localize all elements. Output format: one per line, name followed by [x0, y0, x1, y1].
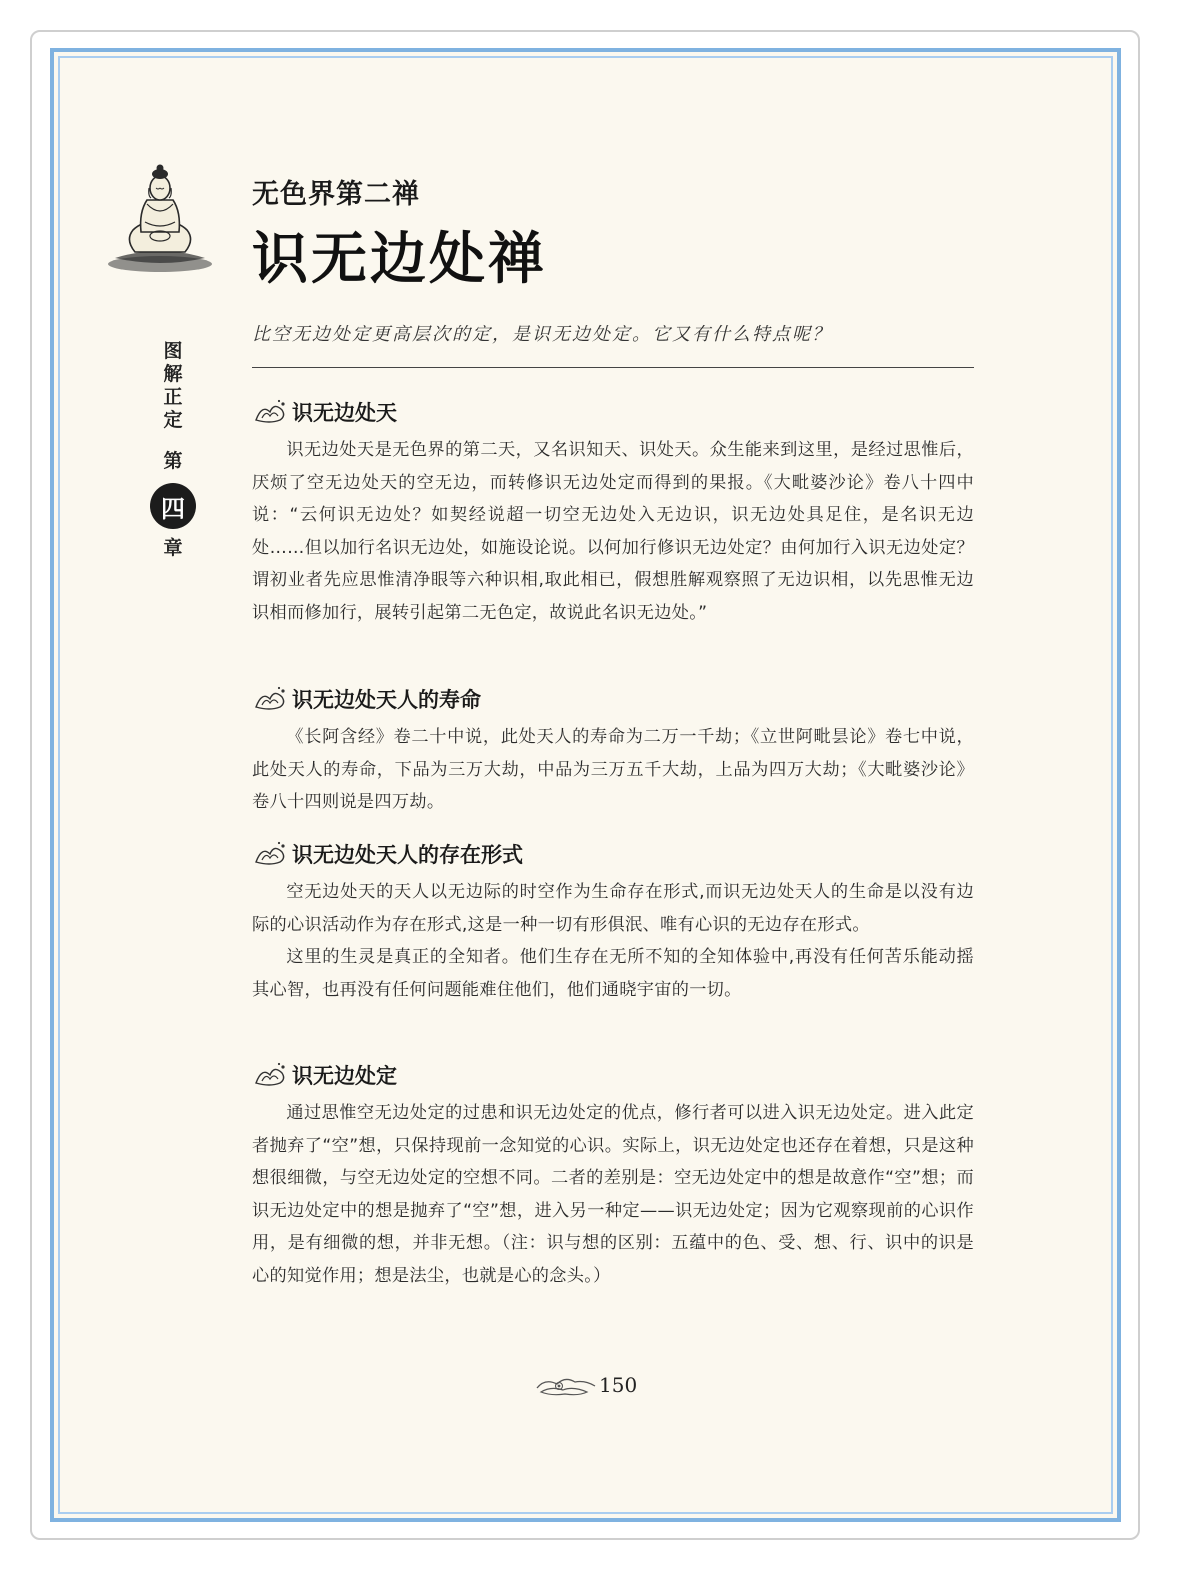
section-block — [252, 683, 974, 819]
page-number-text: 150 — [599, 1373, 638, 1397]
chapter-prefix: 第 — [163, 450, 183, 472]
section-heading — [252, 1059, 974, 1091]
section-paragraph: 这里的生灵是真正的全知者。他们生存在无所不知的全知体验中,再没有任何苦乐能动摇其心智，也再没有任何问题能难住他们，他们通晓宇宙的一切。 — [252, 947, 974, 1000]
section-heading — [252, 838, 974, 870]
side-label-char: 定 — [163, 409, 183, 431]
lotus-icon — [252, 398, 288, 426]
section-paragraph: 《长阿含经》卷二十中说，此处天人的寿命为二万一千劫；《立世阿毗昙论》卷七中说，此处天人的寿命，下品为三万大劫，中品为三万五千大劫，上品为四万大劫；《大毗婆沙论》卷八十四则说是四万劫。 — [252, 727, 974, 813]
section-heading — [252, 683, 974, 715]
page-title: 识无边处禅 — [252, 226, 547, 292]
page-number — [535, 1372, 637, 1398]
title-divider — [252, 367, 974, 368]
section-heading-text: 识无边处天人的寿命 — [292, 687, 481, 712]
lotus-icon — [252, 840, 288, 868]
chapter-suffix: 章 — [163, 537, 183, 559]
section-heading-text: 识无边处天 — [292, 400, 397, 425]
side-label-char: 图 — [163, 340, 183, 362]
section-block — [252, 838, 974, 1006]
chapter-side-label — [150, 340, 196, 560]
lotus-icon — [252, 1061, 288, 1089]
side-label-char: 解 — [163, 363, 183, 385]
section-paragraph: 空无边处天的天人以无边际的时空作为生命存在形式,而识无边处天人的生命是以没有边际的心识活动作为存在形式,这是一种一切有形俱泯、唯有心识的无边存在形式。 — [252, 882, 974, 935]
intro-question: 比空无边处定更高层次的定，是识无边处定。它又有什么特点呢？ — [252, 324, 832, 345]
cloud-ornament-icon — [535, 1372, 597, 1398]
chapter-number-badge: 四 — [150, 483, 196, 529]
section-heading-text: 识无边处天人的存在形式 — [292, 842, 523, 867]
section-heading-text: 识无边处定 — [292, 1063, 397, 1088]
section-block — [252, 1059, 974, 1293]
section-block — [252, 396, 974, 630]
section-subtitle: 无色界第二禅 — [252, 179, 420, 210]
section-paragraph: 识无边处天是无色界的第二天，又名识知天、识处天。众生能来到这里，是经过思惟后，厌烦了空无边处天的空无边，而转修识无边处定而得到的果报。《大毗婆沙论》卷八十四中说：“云何识无边处？如契经说超一切空无边处入无边识，识无边处具足住，是名识无边处……但以加行名识无边处，如施设论说。以何加行修识无边处定？由何加行入识无边处定？谓初业者先应思惟清净眼等六种识相,取此相已，假想胜解观察照了无边识相，以先思惟无边识相而修加行，展转引起第二无色定，故说此名识无边处。” — [252, 440, 974, 623]
side-label-char: 正 — [163, 386, 183, 408]
section-paragraph: 通过思惟空无边处定的过患和识无边处定的优点，修行者可以进入识无边处定。进入此定者抛弃了“空”想，只保持现前一念知觉的心识。实际上，识无边处定也还存在着想，只是这种想很细微，与空无边处定的空想不同。二者的差别是：空无边处定中的想是故意作“空”想；而识无边处定中的想是抛弃了“空”想，进入另一种定——识无边处定；因为它观察现前的心识作用，是有细微的想，并非无想。（注：识与想的区别：五蕴中的色、受、想、行、识中的识是心的知觉作用；想是法尘，也就是心的念头。） — [252, 1103, 974, 1286]
buddha-illustration — [105, 160, 215, 275]
lotus-icon — [252, 685, 288, 713]
section-heading — [252, 396, 974, 428]
